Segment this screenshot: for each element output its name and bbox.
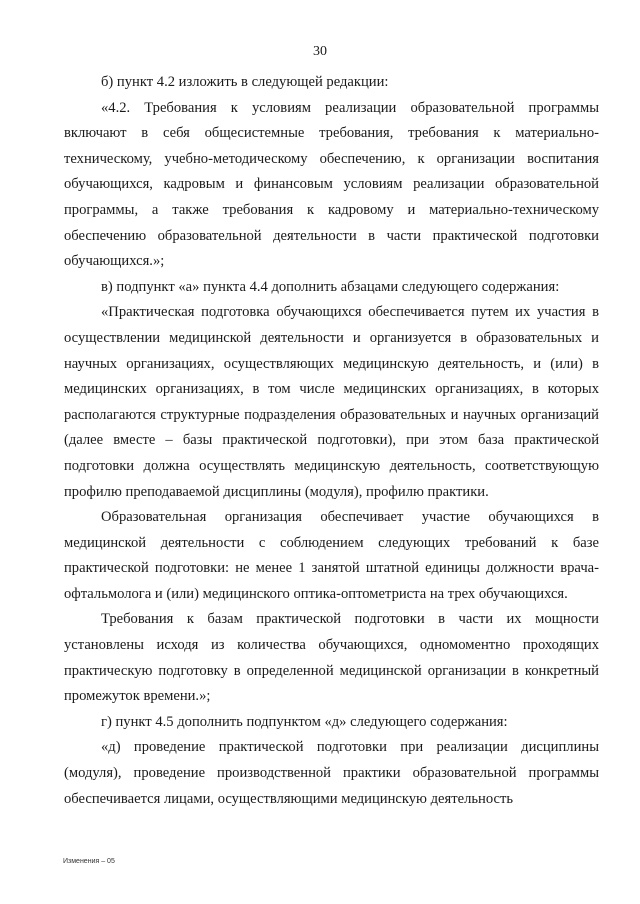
paragraph-practical-training: «Практическая подготовка обучающихся обеспечивается путем их участия в осуществлении медицинской деятельности и организуется в образовательных и научных организациях, осуществляющих медицинскую деятельность, и (или) в медицинских организациях, в том числе медицинских организациях, в которых располагаются структурные подразделения образовательных и научных организаций (далее вместе – базы практической подготовки), при этом база практической подготовки должна осуществлять медицинскую деятельность, соответствующую профилю преподаваемой дисциплины (модуля), профилю практики. (64, 304, 599, 500)
paragraph-organization-requirements: Образовательная организация обеспечивает участие обучающихся в медицинской деятельности с соблюдением следующих требований к базе практической подготовки: не менее 1 занятой штатной единицы должности врача-офтальмолога и (или) медицинского оптика-оптометриста на трех обучающихся. (64, 509, 599, 602)
paragraph-subitem-d: «д) проведение практической подготовки при реализации дисциплины (модуля), проведение производственной практики образовательной программы обеспечивается лицами, осуществляющими медицинскую деятельность (64, 739, 599, 807)
paragraph-item-v-heading: в) подпункт «а» пункта 4.4 дополнить абзацами следующего содержания: (101, 278, 560, 295)
paragraph-section-4-2: «4.2. Требования к условиям реализации образовательной программы включают в себя общесистемные требования, требования к материально-техническому, учебно-методическому обеспечению, к организации воспитания обучающихся, кадровым и финансовым условиям реализации образовательной программы, а также требования к кадровому и материально-техническому обеспечению образовательной деятельности в части практической подготовки обучающихся.»; (64, 99, 599, 270)
paragraph-item-b-heading: б) пункт 4.2 изложить в следующей редакции: (101, 74, 389, 90)
footer-revision-note: Изменения – 05 (63, 858, 115, 865)
document-body (64, 70, 599, 812)
paragraph-item-g-heading: г) пункт 4.5 дополнить подпунктом «д» следующего содержания: (101, 713, 508, 730)
paragraph-base-capacity: Требования к базам практической подготовки в части их мощности установлены исходя из количества обучающихся, одномоментно проходящих практическую подготовку в определенной медицинской организации в конкретный промежуток времени.»; (64, 611, 599, 705)
page-number: 30 (313, 44, 327, 59)
